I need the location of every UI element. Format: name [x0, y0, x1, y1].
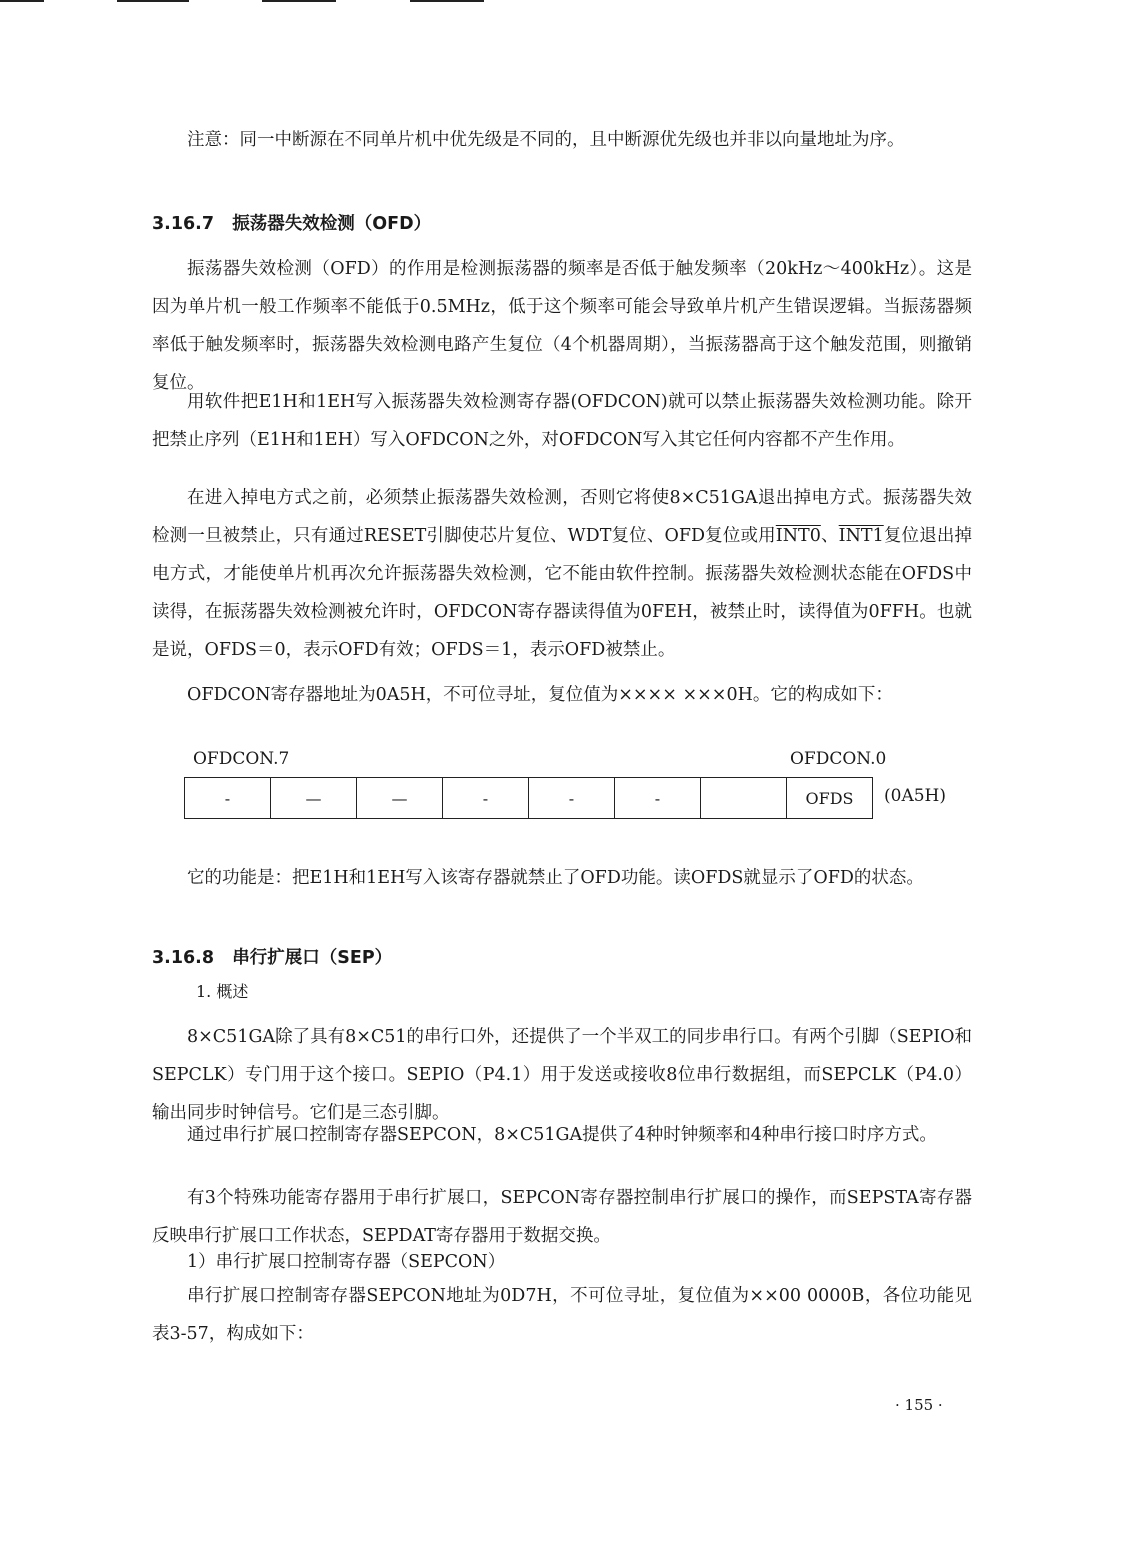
ofd-paragraph-2: 用软件把E1H和1EH写入振荡器失效检测寄存器(OFDCON)就可以禁止振荡器失效检测功能。除开把禁止序列（E1H和1EH）写入OFDCON之外，对OFDCON写入其它任何内容都不产生作用。: [152, 392, 972, 450]
header-rule: [0, 0, 44, 2]
sep-paragraph-3: 有3个特殊功能寄存器用于串行扩展口，SEPCON寄存器控制串行扩展口的操作，而SEPSTA寄存器反映串行扩展口工作状态，SEPDAT寄存器用于数据交换。: [152, 1188, 972, 1246]
sep-paragraph-2: 通过串行扩展口控制寄存器SEPCON，8×C51GA提供了4种时钟频率和4种串行接口时序方式。: [187, 1125, 937, 1145]
section-number: 3.16.7: [152, 214, 215, 234]
ofdcon-msb-label: OFDCON.7: [193, 749, 290, 769]
int1-signal: INT1: [838, 526, 884, 546]
subsection-overview: 1. 概述: [196, 982, 249, 1001]
sep-paragraph-5: 串行扩展口控制寄存器SEPCON地址为0D7H，不可位寻址，复位值为××00 0000B，各位功能见表3-57，构成如下：: [152, 1286, 972, 1344]
sep-paragraph-1: 8×C51GA除了具有8×C51的串行口外，还提供了一个半双工的同步串行口。有两个引脚（SEPIO和SEPCLK）专门用于这个接口。SEPIO（P4.1）用于发送或接收8位串行数据组，而SEPCLK（P4.0）输出同步时钟信号。它们是三态引脚。: [152, 1027, 972, 1123]
ofdcon-register-diagram: [184, 777, 873, 819]
section-title: 振荡器失效检测（OFD）: [232, 214, 432, 234]
header-rule: [410, 0, 484, 2]
section-title: 串行扩展口（SEP）: [232, 948, 393, 968]
ofd-paragraph-5: 它的功能是：把E1H和1EH写入该寄存器就禁止了OFD功能。读OFDS就显示了OFD的状态。: [187, 868, 924, 888]
header-rule: [262, 0, 336, 2]
register-bit: -: [615, 778, 701, 819]
int0-signal: INT0: [775, 526, 821, 546]
ofd-paragraph-3: 在进入掉电方式之前，必须禁止振荡器失效检测，否则它将使8×C51GA退出掉电方式。振荡器失效检测一旦被禁止，只有通过RESET引脚使芯片复位、WDT复位、OFD复位或用INT0、INT1复位退出掉电方式，才能使单片机再次允许振荡器失效检测，它不能由软件控制。振荡器失效检测状态能在OFDS中读得，在振荡器失效检测被允许时，OFDCON寄存器读得值为0FEH，被禁止时，读得值为0FFH。也就是说，OFDS＝0，表示OFD有效；OFDS＝1，表示OFD被禁止。: [152, 488, 973, 660]
section-number: 3.16.8: [152, 948, 215, 968]
ofdcon-address: (0A5H): [884, 786, 946, 806]
ofdcon-lsb-label: OFDCON.0: [790, 749, 887, 769]
ofd-paragraph-1: 振荡器失效检测（OFD）的作用是检测振荡器的频率是否低于触发频率（20kHz～400kHz）。这是因为单片机一般工作频率不能低于0.5MHz，低于这个频率可能会导致单片机产生错误逻辑。当振荡器频率低于触发频率时，振荡器失效检测电路产生复位（4个机器周期），当振荡器高于这个触发范围，则撤销复位。: [152, 259, 972, 393]
register-bit: -: [185, 778, 271, 819]
register-bit-ofds: OFDS: [787, 778, 873, 819]
sep-paragraph-4: 1）串行扩展口控制寄存器（SEPCON）: [187, 1252, 506, 1272]
section-heading-ofd: [152, 210, 431, 235]
header-rule: [117, 0, 189, 2]
register-bit: —: [271, 778, 357, 819]
note-paragraph: 注意：同一中断源在不同单片机中优先级是不同的，且中断源优先级也并非以向量地址为序。: [187, 130, 905, 150]
page-number: · 155 ·: [895, 1396, 943, 1414]
register-bit: -: [443, 778, 529, 819]
ofd-paragraph-4: OFDCON寄存器地址为0A5H，不可位寻址，复位值为×××× ×××0H。它的构成如下：: [187, 685, 893, 705]
register-bit: —: [357, 778, 443, 819]
section-heading-sep: [152, 944, 392, 969]
register-bit: -: [529, 778, 615, 819]
register-bit: [701, 778, 787, 819]
